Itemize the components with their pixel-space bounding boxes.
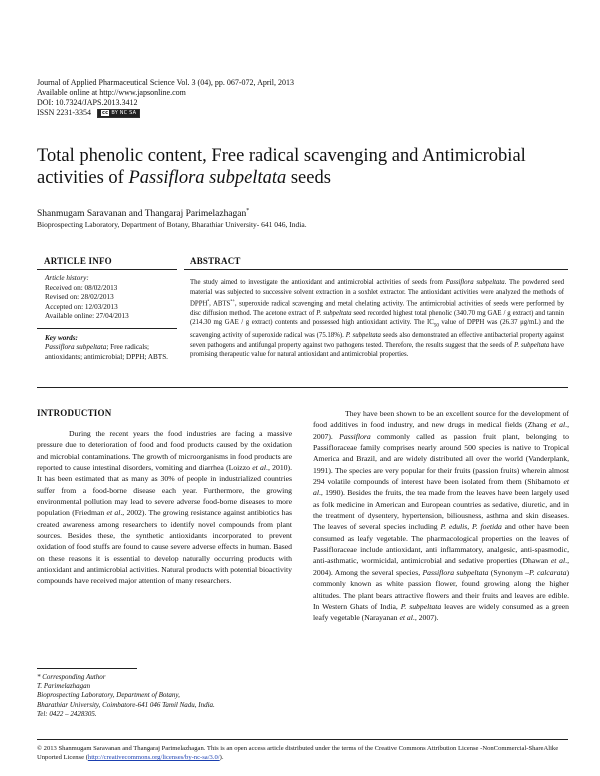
article-info-heading: ARTICLE INFO	[37, 253, 177, 270]
corresponding-author-note: * Corresponding Author T. Parimelazhagan Bioprospecting Laboratory, Department of Botany, Bharathiar University, Coimbatore-641 046 Tamil Nadu, India. Tel: 0422 – 2428305.	[37, 673, 215, 718]
section-divider	[37, 387, 568, 388]
intro-column-left	[37, 428, 292, 587]
article-title: Total phenolic content, Free radical scavenging and Antimicrobial activities of Passiflora subpeltata seeds	[37, 146, 526, 188]
abstract-text: The study aimed to investigate the antioxidant and antimicrobial activities of seeds from Passiflora subpeltata. The powdered seed material was subjected to successive solvent extraction in a soxhlet extractor. The antioxidant activities were analyzed the methods of DPPH•, ABTS•+, superoxide radical scavenging and metal chelating activity. The antimicrobial activities of seeds were performed by disc diffusion method. The acetone extract of P. subpeltata seed recorded highest total phenolic (340.70 mg GAE / g extract) and tannin (214.30 mg GAE / g extract) contents and possessed high antioxidant activity. The $IC_{50}$ value of DPPH was (26.37 μg/mL) and the scavenging activity of superoxide radical was (75.18%). P. subpeltata seeds also demonstrated an effective antibacterial property against seven pathogens and antifungal property against two pathogens tested. Therefore, the results suggest that the seeds of P. subpeltata have promising therapeutic value for natural antioxidant and antimicrobial properties.	[190, 279, 565, 359]
cc-logo-icon: cc	[102, 109, 109, 116]
title-species: Passiflora subpeltata	[128, 168, 287, 188]
intro-column-right	[313, 408, 569, 624]
journal-website: Available online at http://www.japsonline.com	[37, 88, 186, 97]
license-link[interactable]: http://creativecommons.org/licenses/by-nc-sa/3.0/	[87, 754, 220, 761]
article-info-panel	[37, 253, 177, 362]
available-online-date: Available online: 27/04/2013	[45, 312, 129, 320]
cc-badge-text: BY NC SA	[111, 109, 137, 116]
accepted-date: Accepted on: 12/03/2013	[45, 302, 118, 311]
journal-header	[37, 78, 294, 118]
introduction-heading: INTRODUCTION	[37, 408, 112, 418]
license-footer: © 2013 Shanmugam Saravanan and Thangaraj Parimelazhagan. This is an open access article distributed under the terms of the Creative Commons Attribution License -NonCommercial-ShareAlike Unported License (http://creativecommons.org/licenses/by-nc-sa/3.0/).	[37, 745, 559, 761]
history-label: Article history:	[45, 274, 89, 282]
cc-license-badge[interactable]	[97, 109, 140, 118]
revised-date: Revised on: 28/02/2013	[45, 293, 114, 301]
keywords-label: Key words:	[45, 333, 78, 342]
affiliation: Bioprospecting Laboratory, Department of Botany, Bharathiar University- 641 046, India.	[37, 220, 307, 229]
intro-paragraph-continued: They have been shown to be an excellent source for the development of food additives in food industry, and new drugs in medical fields (Zhang et al., 2007). Passiflora commonly called as passion fruit plant, belonging to Passifloraceae family comprises nearly around 500 species is native to Tropical America and Brazil, and are widely distributed all over the world (Vanderplank, 1991). The species are very popular for their fruits (passion fruits) wherein almost 294 volatile compounds of interest have been isolated from them (Shibamoto et al., 1990). Besides the fruits, the tea made from the leaves have been largely used as folk medicine in American and European countries as sedative, diuretic, and in the treatment of dysentery, hypertension, biliousness, asthma and skin diseases. The leaves of several species including P. edulis, P. foetida and other have been consumed as leafy vegetable. The pharmacological properties on the leaves of Passifloraceae include antioxidant, anti inflammatory, analgesic, anti-spasmodic, anti-asthmatic, wormicidal, antimicrobial and sedative properties (Dhawan et al., 2004). Among the several species, Passiflora subpeltata (Synonym –P. calcarata) commonly known as white passion flower, found growing along the higher altitudes. The plant bears attractive flowers and their fruits and leaves are edible. In Western Ghats of India, P. subpeltata leaves are widely consumed as a green leafy vegetable (Narayanan et al., 2007).	[313, 409, 570, 623]
received-date: Received on: 08/02/2013	[45, 283, 118, 292]
abstract-heading: ABSTRACT	[184, 253, 568, 270]
issn: ISSN 2231-3354	[37, 108, 92, 117]
footnote-divider	[37, 668, 137, 669]
corresponding-mark: *	[246, 208, 250, 214]
abstract-panel	[184, 253, 568, 360]
intro-paragraph: During the recent years the food industries are facing a massive pressure due to deterioration of food and food products caused by the oxidation and microbial contaminations. The growth of microorganisms in food products are reported to cause intestinal disorders, vomiting and diarrhea (Loizzo et al., 2010). It has been estimated that as many as 30% of people in industrialized countries suffer from a food-borne disease each year. Furthermore, the growing environmental pollution may lead to severe adverse food-borne diseases to more population (Friedman et al., 2002). The growing resistance against antibiotics has created awareness among researchers to identify novel compounds from plant sources. Besides these, the synthetic antioxidants incorporated to prevent oxidation of food stuffs are found to cause severe adverse effects in human. Based on these reasons it is essential to develop naturally occurring products with antioxidant and antimicrobial activities. Natural products with potential bioactivity compounds have received major attention of many researchers.	[37, 429, 293, 586]
author-names: Shanmugam Saravanan and Thangaraj Parimelazhagan*	[37, 208, 250, 220]
keywords-list: Passiflora subpeltata; Free radicals; antioxidants; antimicrobial; DPPH; ABTS.	[45, 343, 168, 361]
doi: DOI: 10.7324/JAPS.2013.3412	[37, 98, 138, 107]
journal-citation: Journal of Applied Pharmaceutical Science Vol. 3 (04), pp. 067-072, April, 2013	[37, 78, 294, 87]
footer-divider	[37, 739, 568, 740]
